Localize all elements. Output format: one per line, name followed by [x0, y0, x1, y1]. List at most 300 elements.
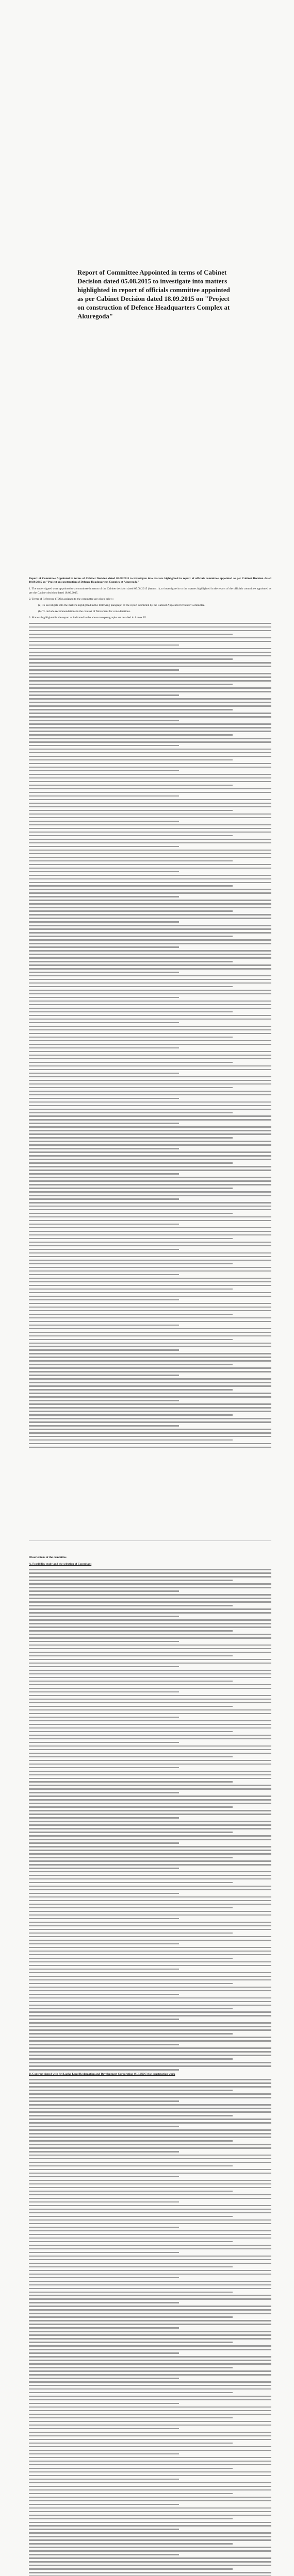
text-line	[29, 2295, 271, 2296]
text-line	[29, 1091, 271, 1092]
text-line	[29, 623, 271, 624]
text-line	[29, 1443, 271, 1444]
text-line	[29, 1580, 233, 1581]
text-line	[29, 2005, 271, 2006]
text-line	[29, 1616, 179, 1617]
text-line	[29, 1414, 233, 1415]
text-line	[29, 655, 271, 656]
section-divider	[29, 1540, 271, 1541]
text-line	[29, 2144, 271, 2145]
text-line	[29, 2313, 271, 2314]
text-line	[29, 1263, 233, 1264]
text-line	[29, 2482, 271, 2483]
text-line	[29, 2047, 271, 2048]
text-line	[29, 687, 271, 688]
text-line	[29, 1731, 233, 1732]
text-line	[29, 2417, 233, 2418]
text-line	[29, 1151, 271, 1153]
text-line	[29, 1626, 271, 1628]
text-line	[29, 1425, 179, 1426]
text-line	[29, 1188, 233, 1189]
text-line	[29, 741, 271, 742]
text-line	[29, 2274, 271, 2275]
text-line	[29, 1569, 271, 1570]
text-line	[29, 975, 271, 976]
text-line	[29, 1972, 271, 1973]
text-line	[29, 1590, 179, 1591]
text-line	[29, 658, 233, 659]
paragraph: (a) To investigate into the matters highlighted in the following paragraph of the report submitted by the Cabinet Appointed Officials' Committee.	[38, 604, 205, 607]
text-line	[29, 2334, 271, 2335]
text-line	[29, 1367, 271, 1368]
text-line	[29, 1234, 271, 1235]
text-line	[29, 1220, 271, 1221]
text-body	[29, 2079, 271, 2576]
text-line	[29, 2248, 271, 2249]
text-line	[29, 1889, 271, 1890]
paragraph: 1. The under signed were appointed to a committee in terms of the Cabinet decision dated 05.08.2015 (Annex 1), to investigate in to the matters highlighted in the report of the officials committee appointed as per the Cabinet decision dated 18.09.2015.	[29, 587, 271, 595]
text-line	[29, 720, 179, 721]
text-line	[29, 763, 271, 764]
text-line	[29, 1407, 271, 1408]
text-line	[29, 1663, 271, 1664]
text-line	[29, 2194, 271, 2195]
text-line	[29, 2227, 179, 2228]
text-line	[29, 684, 233, 685]
text-line	[29, 2086, 271, 2087]
text-line	[29, 1403, 271, 1404]
text-line	[29, 1004, 271, 1005]
text-line	[29, 1378, 271, 1379]
text-line	[29, 2388, 271, 2389]
text-line	[29, 1634, 271, 1635]
text-line	[29, 2173, 271, 2174]
text-line	[29, 2568, 233, 2569]
text-line	[29, 2115, 233, 2116]
text-line	[29, 803, 271, 804]
text-line	[29, 2201, 179, 2202]
text-line	[29, 1317, 271, 1318]
text-line	[29, 1216, 271, 1217]
text-line	[29, 1335, 271, 1336]
text-line	[29, 1951, 271, 1952]
text-line	[29, 1148, 179, 1149]
text-line	[29, 1133, 271, 1134]
text-line	[29, 1360, 271, 1361]
text-line	[29, 1936, 271, 1937]
text-line	[29, 2111, 271, 2112]
text-line	[29, 2256, 271, 2257]
text-line	[29, 1896, 271, 1897]
text-line	[29, 2316, 233, 2317]
text-line	[29, 1648, 271, 1649]
text-line	[29, 961, 233, 962]
text-line	[29, 799, 271, 800]
text-line	[29, 1868, 179, 1869]
text-line	[29, 1400, 179, 1401]
text-line	[29, 723, 271, 724]
text-line	[29, 1385, 271, 1386]
text-line	[29, 1760, 271, 1761]
text-line	[29, 662, 271, 663]
text-line	[29, 943, 271, 944]
text-line	[29, 1022, 179, 1023]
text-line	[29, 1101, 271, 1103]
text-line	[29, 1137, 233, 1138]
text-line	[29, 1799, 271, 1800]
text-line	[29, 2561, 271, 2562]
text-line	[29, 2331, 271, 2332]
text-line	[29, 1105, 271, 1106]
text-line	[29, 2223, 271, 2224]
text-line	[29, 749, 271, 750]
text-line	[29, 1860, 271, 1861]
text-line	[29, 673, 271, 674]
text-line	[29, 1029, 271, 1030]
text-line	[29, 2457, 271, 2458]
text-line	[29, 641, 271, 642]
text-line	[29, 2019, 179, 2020]
text-line	[29, 2342, 233, 2343]
text-line	[29, 885, 233, 886]
text-line	[29, 630, 271, 631]
text-line	[29, 1821, 271, 1822]
text-line	[29, 2360, 271, 2361]
text-line	[29, 1738, 271, 1739]
text-line	[29, 2238, 271, 2239]
text-line	[29, 1659, 271, 1660]
paragraph: (b) To include recommendations in the context of Movement for considerations.	[38, 610, 131, 614]
text-line	[29, 846, 179, 847]
text-line	[29, 928, 271, 929]
text-line	[29, 832, 271, 833]
text-line	[29, 1997, 271, 1998]
text-line	[29, 2082, 271, 2083]
text-line	[29, 2392, 233, 2393]
text-line	[29, 2129, 271, 2130]
text-line	[29, 936, 233, 937]
text-line	[29, 1051, 271, 1052]
text-line	[29, 1976, 271, 1977]
text-line	[29, 2234, 271, 2235]
text-line	[29, 1911, 271, 1912]
text-line	[29, 878, 271, 879]
text-line	[29, 2435, 271, 2436]
text-line	[29, 1699, 271, 1700]
text-line	[29, 1343, 271, 1344]
text-line	[29, 1594, 271, 1595]
text-line	[29, 1619, 271, 1620]
text-line	[29, 2151, 179, 2152]
text-line	[29, 2011, 271, 2012]
text-line	[29, 892, 271, 893]
text-line	[29, 1206, 271, 1207]
text-line	[29, 2421, 271, 2422]
text-line	[29, 1180, 271, 1181]
text-line	[29, 1745, 271, 1747]
text-line	[29, 1289, 233, 1290]
text-line	[29, 788, 271, 789]
text-line	[29, 2015, 271, 2016]
text-line	[29, 734, 233, 735]
text-line	[29, 1598, 271, 1599]
text-line	[29, 2292, 233, 2293]
text-line	[29, 2169, 271, 2170]
text-line	[29, 752, 271, 753]
text-line	[29, 2522, 271, 2523]
text-line	[29, 1245, 271, 1246]
subheading: B. Contract signed with Sri Lanka Land Reclamation and Development Corporation (SLLRDC) for construction work	[29, 2073, 175, 2076]
text-line	[29, 2432, 271, 2433]
text-line	[29, 745, 179, 746]
text-line	[29, 756, 271, 757]
text-line	[29, 903, 271, 904]
text-line	[29, 2410, 271, 2411]
text-line	[29, 1803, 271, 1804]
text-line	[29, 1162, 233, 1163]
text-line	[29, 1112, 233, 1113]
text-line	[29, 1645, 271, 1646]
text-line	[29, 2122, 271, 2123]
text-line	[29, 1015, 271, 1016]
text-line	[29, 1857, 233, 1858]
text-line	[29, 2525, 271, 2526]
text-line	[29, 2536, 271, 2537]
text-line	[29, 1706, 233, 1707]
text-line	[29, 2040, 271, 2041]
text-line	[29, 1227, 271, 1228]
text-line	[29, 1572, 271, 1573]
text-line	[29, 997, 179, 998]
text-line	[29, 1774, 271, 1775]
text-line	[29, 1623, 271, 1624]
text-line	[29, 1929, 271, 1930]
text-line	[29, 676, 271, 677]
text-line	[29, 2468, 233, 2469]
text-line	[29, 1321, 271, 1322]
text-line	[29, 645, 179, 646]
text-line	[29, 993, 271, 994]
text-line	[29, 1810, 271, 1811]
text-line	[29, 1695, 271, 1696]
text-line	[29, 2216, 233, 2217]
text-line	[29, 1224, 179, 1225]
text-line	[29, 1346, 271, 1347]
text-line	[29, 1853, 271, 1854]
text-line	[29, 1238, 233, 1239]
text-line	[29, 2529, 179, 2530]
text-line	[29, 1842, 179, 1843]
text-line	[29, 2493, 233, 2494]
text-line	[29, 1814, 271, 1815]
text-line	[29, 1126, 271, 1127]
text-line	[29, 738, 271, 739]
text-line	[29, 2396, 271, 2397]
text-line	[29, 1191, 271, 1192]
text-line	[29, 2504, 179, 2505]
text-line	[29, 1681, 233, 1682]
text-line	[29, 1914, 271, 1916]
text-line	[29, 1044, 271, 1045]
text-line	[29, 1839, 271, 1840]
text-line	[29, 1742, 179, 1743]
text-line	[29, 814, 271, 815]
text-line	[29, 2051, 271, 2052]
text-line	[29, 2209, 271, 2210]
text-line	[29, 925, 271, 926]
text-line	[29, 1310, 271, 1311]
text-line	[29, 1339, 233, 1340]
text-line	[29, 2543, 233, 2544]
text-line	[29, 907, 271, 908]
text-line	[29, 1605, 233, 1606]
text-line	[29, 2022, 271, 2023]
text-line	[29, 2471, 271, 2472]
text-line	[29, 2507, 271, 2509]
text-line	[29, 1436, 271, 1437]
text-line	[29, 2414, 271, 2415]
text-line	[29, 1655, 233, 1656]
text-line	[29, 1069, 271, 1070]
text-line	[29, 2298, 271, 2299]
text-line	[29, 2137, 271, 2138]
text-line	[29, 2205, 271, 2206]
text-line	[29, 2079, 271, 2080]
text-line	[29, 1325, 179, 1326]
text-line	[29, 2108, 271, 2109]
text-line	[29, 1882, 233, 1883]
text-line	[29, 853, 271, 854]
text-line	[29, 1893, 179, 1894]
text-line	[29, 1878, 271, 1879]
text-line	[29, 1037, 233, 1038]
text-line	[29, 1209, 271, 1210]
text-line	[29, 900, 271, 901]
text-line	[29, 1119, 271, 1120]
text-line	[29, 979, 271, 980]
text-line	[29, 1670, 271, 1671]
text-line	[29, 1576, 271, 1577]
text-line	[29, 1328, 271, 1329]
text-line	[29, 2155, 271, 2156]
text-line	[29, 1749, 271, 1750]
text-line	[29, 1080, 271, 1081]
text-line	[29, 1994, 179, 1995]
text-line	[29, 2403, 179, 2404]
text-line	[29, 1008, 271, 1009]
text-line	[29, 2367, 233, 2368]
text-line	[29, 2119, 271, 2120]
text-line	[29, 2212, 271, 2213]
text-line	[29, 785, 233, 786]
report-title-text: Report of Committee Appointed in terms of Cabinet Decision dated 05.08.2015 to investigate into matters highlighted in report of officials committee appointed as per Cabinet Decision dated 18.09.2015 on "Project on construction of Defence Headquarters Complex at Akuregoda"	[77, 268, 230, 320]
text-line	[29, 2158, 271, 2159]
text-line	[29, 2252, 179, 2253]
text-line	[29, 2230, 271, 2231]
text-line	[29, 2191, 233, 2192]
text-line	[29, 2165, 233, 2166]
text-line	[29, 1001, 271, 1002]
text-line	[29, 694, 179, 696]
text-line	[29, 2026, 271, 2027]
text-line	[29, 2378, 179, 2379]
text-line	[29, 2547, 271, 2548]
text-line	[29, 1353, 271, 1354]
text-line	[29, 2453, 179, 2454]
text-line	[29, 1875, 271, 1876]
text-line	[29, 1666, 179, 1667]
text-line	[29, 2241, 233, 2242]
text-line	[29, 1767, 179, 1768]
text-line	[29, 2309, 271, 2310]
text-line	[29, 1062, 233, 1063]
text-line	[29, 1608, 271, 1609]
text-line	[29, 2270, 271, 2271]
text-line	[29, 982, 271, 984]
text-line	[29, 932, 271, 933]
text-line	[29, 1202, 271, 1203]
text-line	[29, 2198, 271, 2199]
text-line	[29, 2259, 271, 2260]
text-line	[29, 1231, 271, 1232]
text-line	[29, 821, 179, 822]
text-line	[29, 1925, 271, 1926]
text-line	[29, 921, 179, 922]
text-line	[29, 946, 179, 947]
text-line	[29, 2219, 271, 2221]
text-line	[29, 2497, 271, 2498]
text-line	[29, 1943, 179, 1944]
text-line	[29, 1173, 179, 1174]
text-line	[29, 2065, 271, 2066]
text-line	[29, 1637, 271, 1638]
text-line	[29, 950, 271, 951]
section-heading: Observations of the committee	[29, 1556, 67, 1559]
text-line	[29, 1954, 271, 1955]
text-line	[29, 705, 271, 706]
text-line	[29, 875, 271, 876]
text-line	[29, 2266, 233, 2267]
text-line	[29, 839, 271, 840]
text-line	[29, 1033, 271, 1034]
text-line	[29, 1177, 271, 1178]
text-line	[29, 709, 233, 710]
text-line	[29, 2557, 271, 2558]
text-line	[29, 1940, 271, 1941]
text-line	[29, 1274, 179, 1275]
text-line	[29, 896, 179, 897]
text-line	[29, 1421, 271, 1422]
text-line	[29, 1314, 233, 1315]
text-line	[29, 1828, 271, 1829]
text-line	[29, 1987, 271, 1988]
text-line	[29, 1432, 271, 1433]
text-line	[29, 2140, 233, 2141]
section-background	[29, 577, 271, 1450]
text-line	[29, 648, 271, 649]
text-line	[29, 1612, 271, 1613]
text-line	[29, 2062, 271, 2063]
text-line	[29, 2055, 271, 2056]
text-line	[29, 1130, 271, 1131]
text-line	[29, 1087, 233, 1088]
text-line	[29, 1673, 271, 1674]
text-line	[29, 1641, 179, 1642]
text-line	[29, 1198, 179, 1199]
text-line	[29, 680, 271, 681]
paragraph: 2. Terms of Reference (TOR) assigned to the committee are given below:	[29, 597, 114, 601]
text-line	[29, 2288, 271, 2289]
